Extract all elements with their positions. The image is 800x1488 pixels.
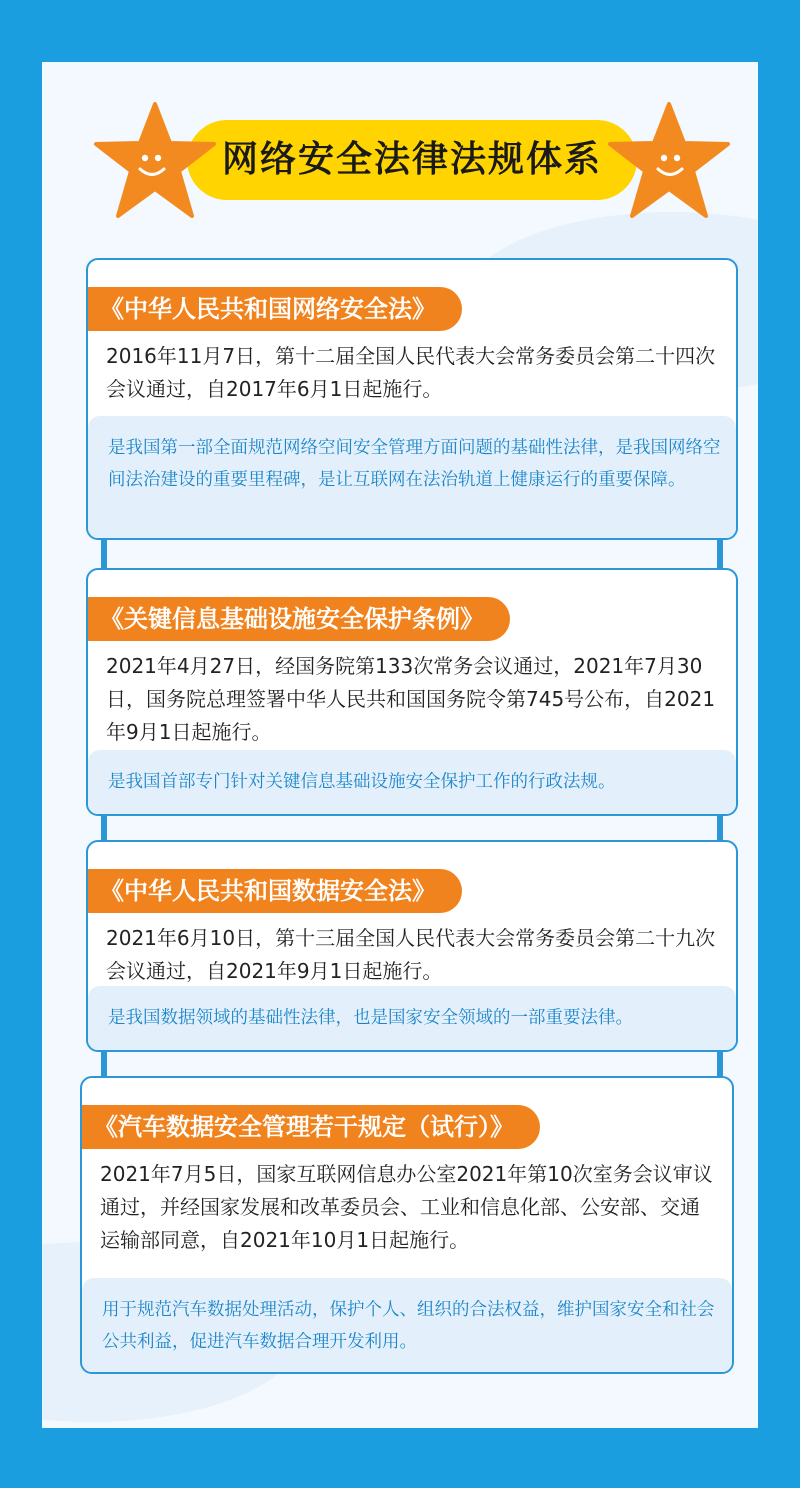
page-title: 网络安全法律法规体系 — [221, 139, 602, 180]
law-card — [80, 1076, 734, 1374]
law-significance: 是我国第一部全面规范网络空间安全管理方面问题的基础性法律，是我国网络空间法治建设的重要里程碑，是让互联网在法治轨道上健康运行的重要保障。 — [88, 416, 736, 538]
law-title: 《汽车数据安全管理若干规定（试行）》 — [82, 1105, 540, 1149]
law-description: 2021年7月5日，国家互联网信息办公室2021年第10次室务会议审议通过，并经国家发展和改革委员会、工业和信息化部、公安部、交通运输部同意，自2021年10月1日起施行。 — [100, 1162, 713, 1252]
law-significance: 是我国数据领域的基础性法律，也是国家安全领域的一部重要法律。 — [88, 986, 736, 1050]
law-card — [86, 840, 738, 1052]
poster-panel — [42, 62, 758, 1428]
law-description: 2021年6月10日，第十三届全国人民代表大会常务委员会第二十九次会议通过，自2021年9月1日起施行。 — [106, 926, 716, 983]
law-significance: 是我国首部专门针对关键信息基础设施安全保护工作的行政法规。 — [88, 750, 736, 814]
law-title: 《中华人民共和国网络安全法》 — [88, 287, 462, 331]
law-title: 《中华人民共和国数据安全法》 — [88, 869, 462, 913]
law-description: 2021年4月27日，经国务院第133次常务会议通过，2021年7月30日，国务院总理签署中华人民共和国国务院令第745号公布，自2021年9月1日起施行。 — [106, 654, 716, 744]
law-title: 《关键信息基础设施安全保护条例》 — [88, 597, 510, 641]
law-description: 2016年11月7日，第十二届全国人民代表大会常务委员会第二十四次会议通过，自2017年6月1日起施行。 — [106, 344, 716, 401]
law-card — [86, 568, 738, 816]
law-significance: 用于规范汽车数据处理活动，保护个人、组织的合法权益，维护国家安全和社会公共利益，促进汽车数据合理开发利用。 — [82, 1278, 732, 1372]
law-card — [86, 258, 738, 540]
